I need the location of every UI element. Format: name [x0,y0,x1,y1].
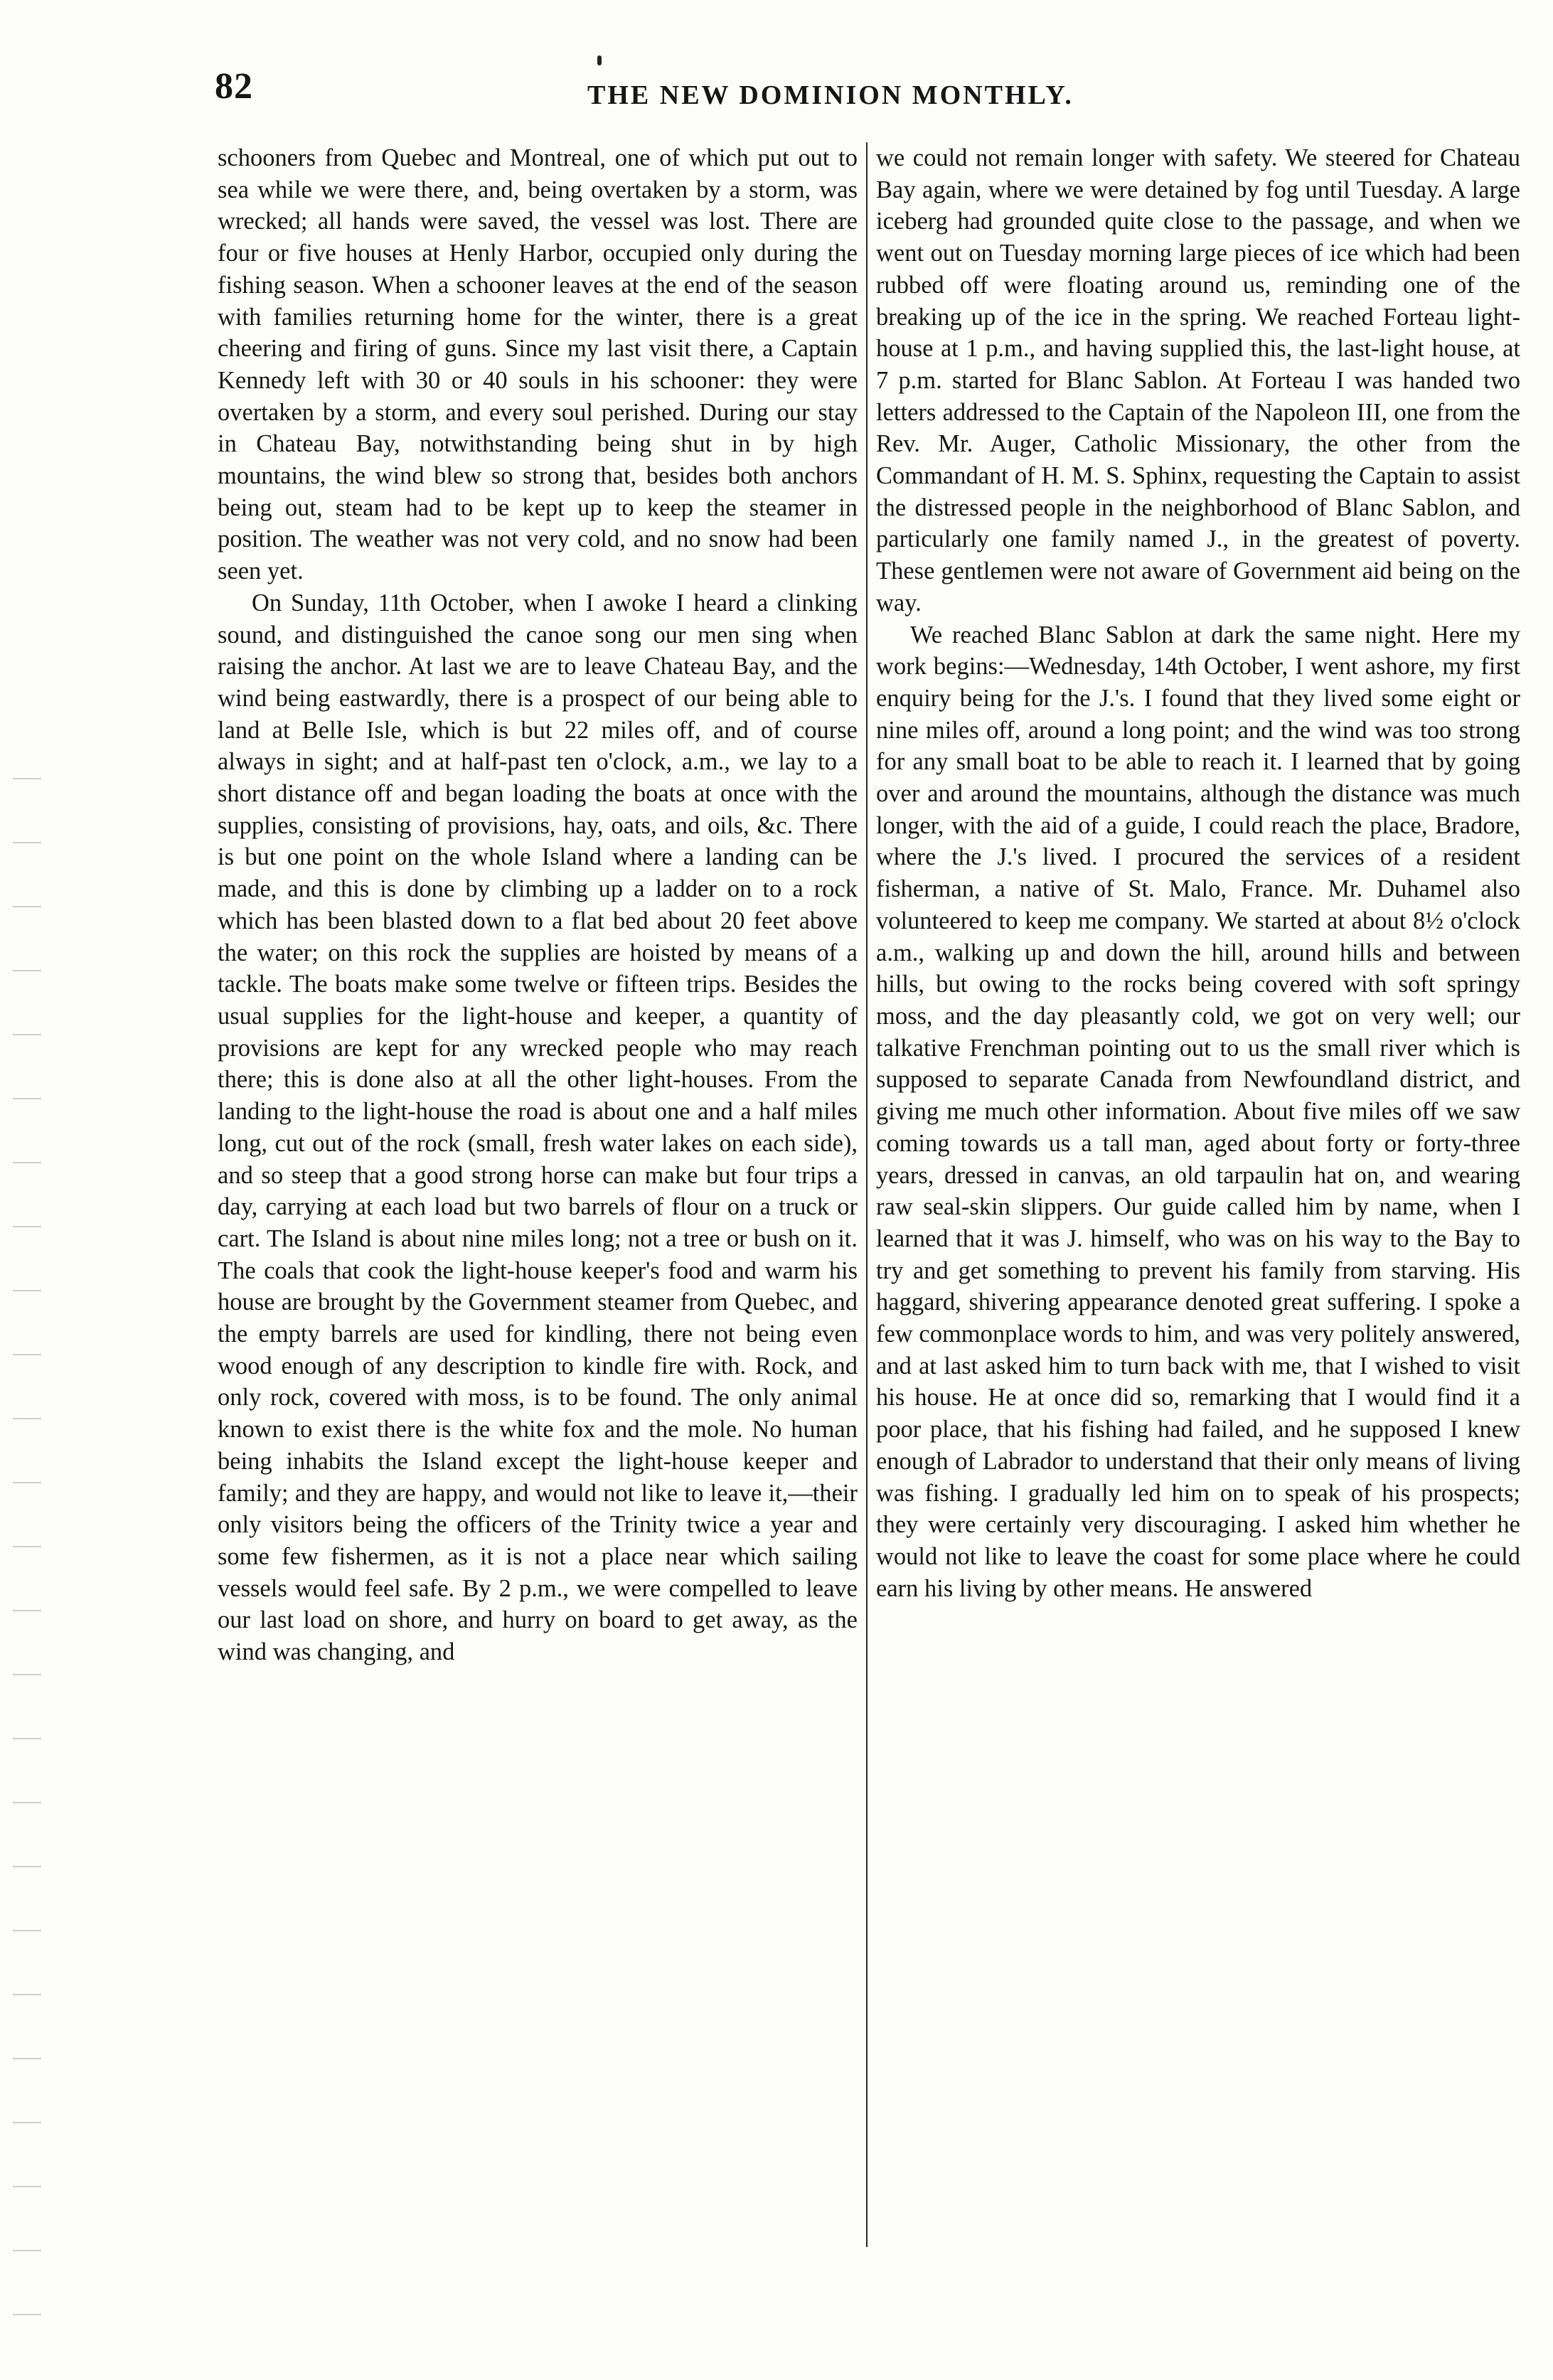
right-column [876,142,1520,1604]
left-paragraph-2: On Sunday, 11th October, when I awoke I heard a clinking sound, and distinguished the canoe song our men sing when raising the anchor. At last we are to leave Chateau Bay, and the wind being eastwardly, there is a prospect of our being able to land at Belle Isle, which is but 22 miles off, and of course always in sight; and at half-past ten o'clock, a.m., we lay to a short distance off and began loading the boats at once with the supplies, consisting of provisions, hay, oats, and oils, &c. There is but one point on the whole Island where a landing can be made, and this is done by climbing up a ladder on to a rock which has been blasted down to a flat bed about 20 feet above the water; on this rock the supplies are hoisted by means of a tackle. The boats make some twelve or fifteen trips. Besides the usual supplies for the light-house and keeper, a quantity of provisions are kept for any wrecked people who may reach there; this is done also at all the other light-houses. From the landing to the light-house the road is about one and a half miles long, cut out of the rock (small, fresh water lakes on each side), and so steep that a good strong horse can make but four trips a day, carrying at each load but two barrels of flour on a truck or cart. The Island is about nine miles long; not a tree or bush on it. The coals that cook the light-house keeper's food and warm his house are brought by the Government steamer from Quebec, and the empty barrels are used for kindling, there not being even wood enough of any description to kindle fire with. Rock, and only rock, covered with moss, is to be found. The only animal known to exist there is the white fox and the mole. No human being inhabits the Island except the light-house keeper and family; and they are happy, and would not like to leave it,—their only visitors being the officers of the Trinity twice a year and some few fishermen, as it is not a place near which sailing vessels would feel safe. By 2 p.m., we were compelled to leave our last load on shore, and hurry on board to get away, as the wind was changing, and [218,589,858,1666]
left-paragraph-1: schooners from Quebec and Montreal, one of which put out to sea while we were there, and, being overtaken by a storm, was wrecked; all hands were saved, the vessel was lost. There are four or five houses at Henly Harbor, occupied only during the fishing season. When a schooner leaves at the end of the season with families returning home for the winter, there is a great cheering and firing of guns. Since my last visit there, a Captain Kennedy left with 30 or 40 souls in his schooner: they were overtaken by a storm, and every soul perished. During our stay in Chateau Bay, notwithstanding being shut in by high mountains, the wind blew so strong that, besides both anchors being out, steam had to be kept up to keep the steamer in position. The weather was not very cold, and no snow had been seen yet. [218,144,858,585]
column-rule [866,142,868,2247]
right-paragraph-1: we could not remain longer with safety. We steered for Chateau Bay again, where we were detained by fog until Tuesday. A large iceberg had grounded quite close to the passage, and when we went out on Tuesday morning large pieces of ice which had been rubbed off were floating around us, reminding one of the breaking up of the ice in the spring. We reached Forteau light-house at 1 p.m., and having supplied this, the last-light house, at 7 p.m. started for Blanc Sablon. At Forteau I was handed two letters addressed to the Captain of the Napoleon III, one from the Rev. Mr. Auger, Catholic Missionary, the other from the Commandant of H. M. S. Sphinx, requesting the Captain to assist the distressed people in the neighborhood of Blanc Sablon, and particularly one family named J., in the greatest of poverty. These gentlemen were not aware of Government aid being on the way. [876,144,1520,617]
scan-margin-artifacts [13,754,41,2375]
page-number: 82 [215,66,253,107]
running-head: THE NEW DOMINION MONTHLY. [587,80,1074,110]
print-mark [597,55,602,65]
left-column [218,142,858,1668]
right-paragraph-2: We reached Blanc Sablon at dark the same night. Here my work begins:—Wednesday, 14th October, I went ashore, my first enquiry being for the J.'s. I found that they lived some eight or nine miles off, around a long point; and the wind was too strong for any small boat to be able to reach it. I learned that by going over and around the mountains, although the distance was much longer, with the aid of a guide, I could reach the place, Bradore, where the J.'s lived. I procured the services of a resident fisherman, a native of St. Malo, France. Mr. Duhamel also volunteered to keep me company. We started at about 8½ o'clock a.m., walking up and down the hill, around hills and between hills, but owing to the rocks being covered with soft springy moss, and the day pleasantly cold, we got on very well; our talkative Frenchman pointing out to us the small river which is supposed to separate Canada from Newfoundland district, and giving me much other information. About five miles off we saw coming towards us a tall man, aged about forty or forty-three years, dressed in canvas, an old tarpaulin hat on, and wearing raw seal-skin slippers. Our guide called him by name, when I learned that it was J. himself, who was on his way to the Bay to try and get something to prevent his family from starving. His haggard, shivering appearance denoted great suffering. I spoke a few commonplace words to him, and was very politely answered, and at last asked him to turn back with me, that I wished to visit his house. He at once did so, remarking that I would find it a poor place, that his fishing had failed, and he supposed I knew enough of Labrador to understand that their only means of living was fishing. I gradually led him on to speak of his prospects; they were certainly very discouraging. I asked him whether he would not like to leave the coast for some place where he could earn his living by other means. He answered [876,621,1520,1602]
